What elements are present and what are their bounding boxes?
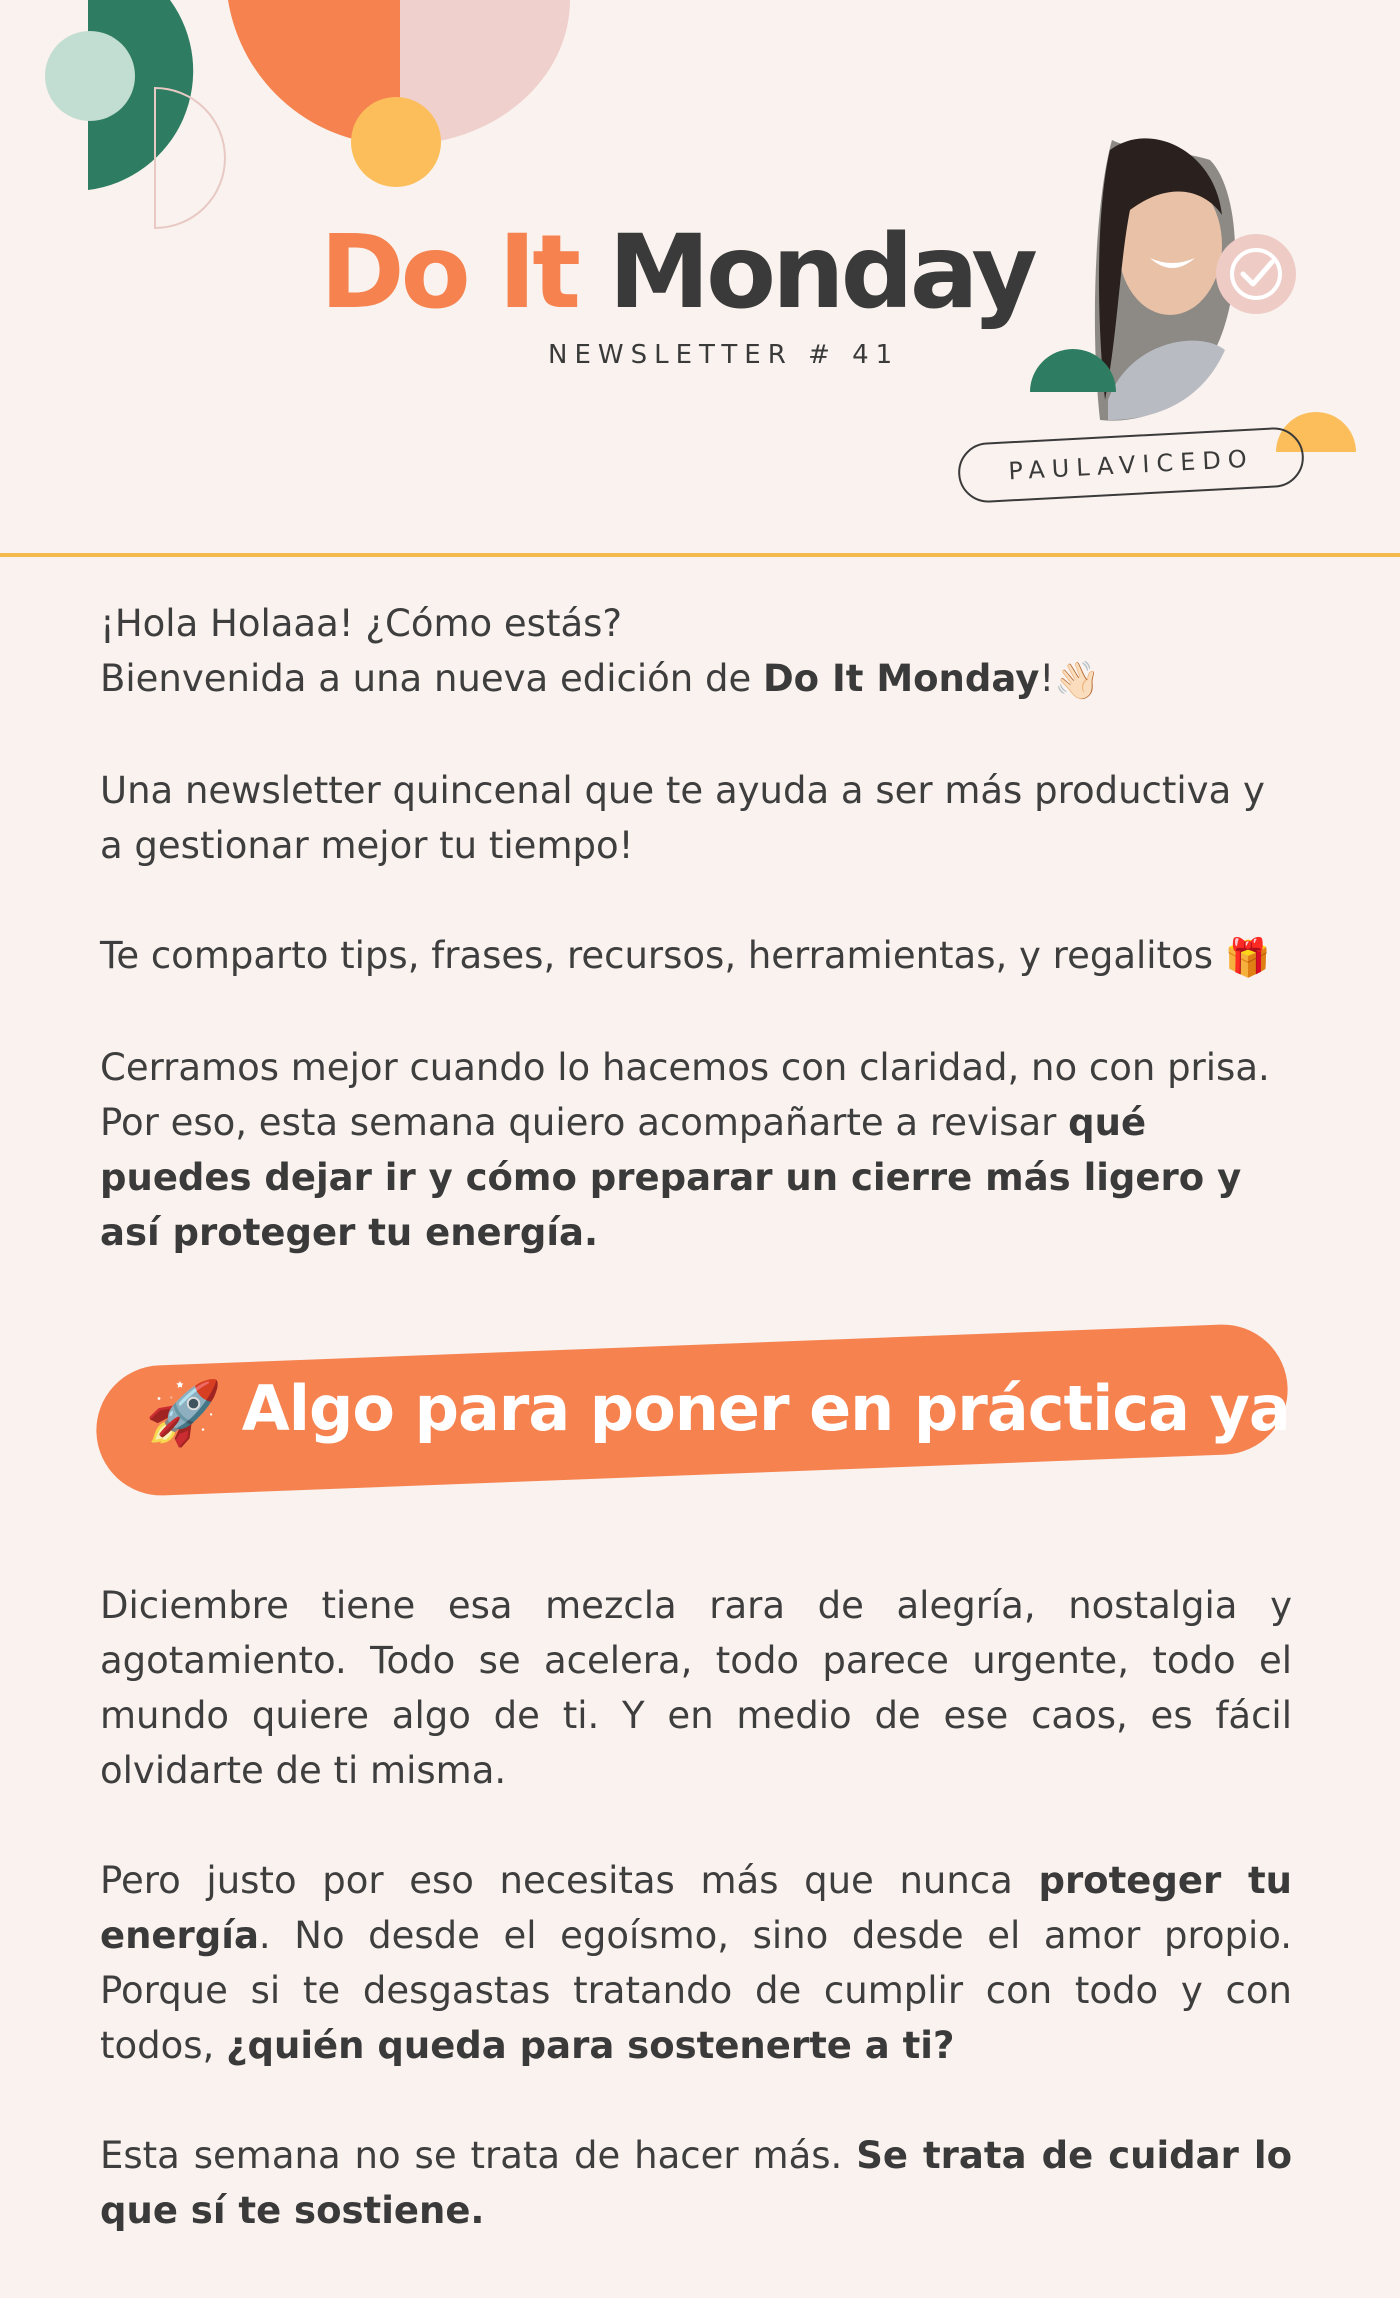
- body-paragraph-2: Pero justo por eso necesitas más que nunca proteger tu energía. No desde el egoísmo, sino desde el amor propio. Porque si te desgastas tratando de cumplir con todo y con todos, ¿quién queda para sostenerte a ti?: [100, 1859, 1292, 2067]
- brand-title-part2: Monday: [608, 213, 1034, 332]
- rocket-icon: 🚀: [145, 1375, 222, 1449]
- newsletter-header: [0, 0, 1400, 555]
- brand-title-part1: Do It: [320, 213, 577, 332]
- wave-icon: 👋🏻: [1054, 659, 1101, 702]
- body-paragraph-1: Diciembre tiene esa mezcla rara de alegría, nostalgia y agotamiento. Todo se acelera, todo parece urgente, todo el mundo quiere algo de ti. Y en medio de ese caos, es fácil olvidarte de ti misma.: [100, 1584, 1292, 1792]
- description-text: Una newsletter quincenal que te ayuda a ser más productiva y a gestionar mejor tu tiempo!: [100, 769, 1265, 867]
- header-divider: [0, 553, 1400, 557]
- brand-title: [320, 213, 1034, 332]
- author-name: PAULAVICEDO: [1007, 444, 1255, 486]
- body-paragraph-3: Esta semana no se trata de hacer más. Se trata de cuidar lo que sí te sostiene.: [100, 2134, 1292, 2232]
- body-section: [100, 1578, 1292, 2238]
- gift-icon: 🎁: [1224, 936, 1271, 979]
- brand-mention: Do It Monday: [762, 657, 1040, 700]
- intro-section: [100, 596, 1292, 1260]
- greeting-text: ¡Hola Holaaa! ¿Cómo estás?: [100, 602, 623, 645]
- share-text: Te comparto tips, frases, recursos, herramientas, y regalitos 🎁: [100, 928, 1292, 985]
- energy-highlight: proteger tu energía: [100, 1859, 1292, 1957]
- closing-highlight: qué puedes dejar ir y cómo preparar un cierre más ligero y así proteger tu energía.: [100, 1101, 1242, 1254]
- care-highlight: Se trata de cuidar lo que sí te sostiene.: [100, 2134, 1292, 2232]
- closing-text: Cerramos mejor cuando lo hacemos con claridad, no con prisa. Por eso, esta semana quiero acompañarte a revisar qué puedes dejar ir y cómo preparar un cierre más ligero y así proteger tu energía.: [100, 1046, 1270, 1254]
- section-title: [145, 1372, 1290, 1450]
- welcome-text: Bienvenida a una nueva edición de Do It Monday!👋🏻: [100, 651, 1292, 708]
- question-highlight: ¿quién queda para sostenerte a ti?: [226, 2024, 955, 2067]
- section-title-text: Algo para poner en práctica ya: [241, 1372, 1290, 1445]
- issue-number: NEWSLETTER # 41: [548, 340, 900, 370]
